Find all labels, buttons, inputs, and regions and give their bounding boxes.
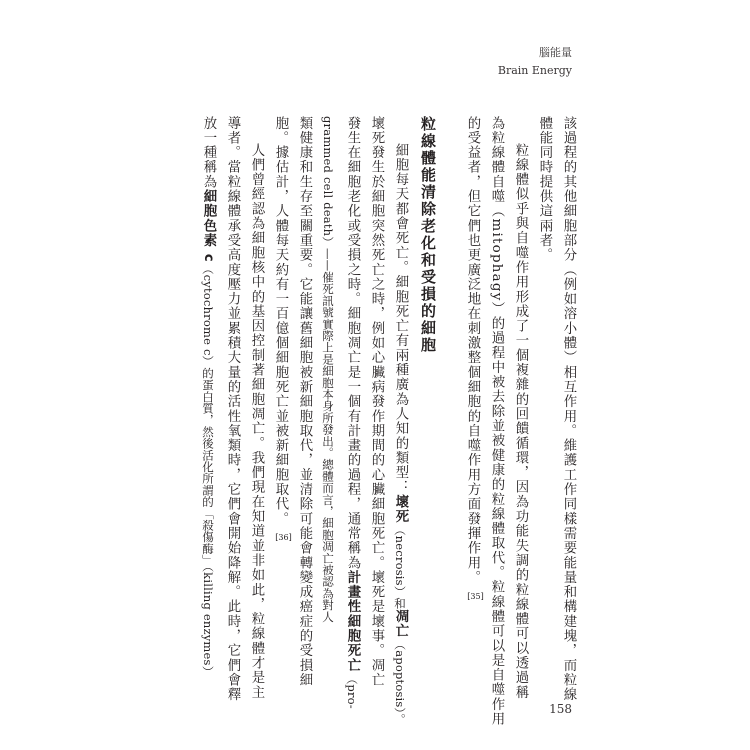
page-number: 158 xyxy=(549,702,572,716)
running-header xyxy=(498,44,572,80)
text-column: 類健康和生存至關重要。它能讓舊細胞被新細胞取代，並清除可能會轉變成癌症的受損細 xyxy=(297,116,312,688)
text-column: 的受益者，但它們也更廣泛地在刺激整個細胞的自噬作用方面發揮作用。[35] xyxy=(460,116,484,676)
text-column: 壞死發生於細胞突然死亡之時，例如心臟病發作期間的心臟細胞死亡。壞死是壞事。凋亡 xyxy=(369,116,384,688)
footnote-ref[interactable]: [36] xyxy=(275,533,292,543)
text-column: 胞。據估計，人體每天約有一百億個細胞死亡並被新細胞取代。[36] xyxy=(268,116,292,676)
text-column: 為粒線體自噬（mitophagy）的過程中被去除並被健康的粒線體取代。粒線體可以是自噬作用 xyxy=(489,116,504,727)
term-necrosis: 壞死 xyxy=(393,494,408,524)
text-column: 人們曾經認為細胞核中的基因控制著細胞凋亡。我們現在知道並非如此，粒線體才是主 xyxy=(249,143,264,700)
text-column: 放一種稱為細胞色素 c（cytochrome c）的蛋白質，然後活化所謂的「殺傷酶」（killing enzymes） xyxy=(201,116,216,678)
text-column: 細胞每天都會死亡。細胞死亡有兩種廣為人知的類型：壞死（necrosis）和凋亡（apoptosis）。 xyxy=(393,143,408,726)
term-programmed-cell-death: 計畫性細胞死亡 xyxy=(345,570,360,673)
section-heading: 粒線體能清除老化和受損的細胞 xyxy=(419,116,437,354)
text-column: 該過程的其他細胞部分（例如溶小體）相互作用。維護工作同樣需要能量和構建塊，而粒線 xyxy=(561,116,576,702)
text-column: 體能同時提供這兩者。 xyxy=(537,116,552,263)
footnote-ref[interactable]: [35] xyxy=(467,591,484,601)
term-apoptosis: 凋亡 xyxy=(393,609,408,639)
text-column: grammed cell death）——催死訊號實際上是細胞本身所發出。總體而言，細胞凋亡被認為對人 xyxy=(321,116,335,623)
text-column: 發生在細胞老化或受損之時。細胞凋亡是一個有計畫的過程，通常稱為計畫性細胞死亡（pro- xyxy=(345,116,360,709)
text-column: 粒線體似乎與自噬作用形成了一個複雜的回饋循環，因為功能失調的粒線體可以透過稱 xyxy=(513,143,528,700)
term-cytochrome-c: 細胞色素 c xyxy=(201,189,216,263)
book-title-en: Brain Energy xyxy=(497,64,572,77)
text-column: 導者。當粒線體承受高度壓力並累積大量的活性氧類時，它們會開始降解。此時，它們會釋 xyxy=(225,116,240,702)
book-title-zh: 腦能量 xyxy=(539,46,572,59)
